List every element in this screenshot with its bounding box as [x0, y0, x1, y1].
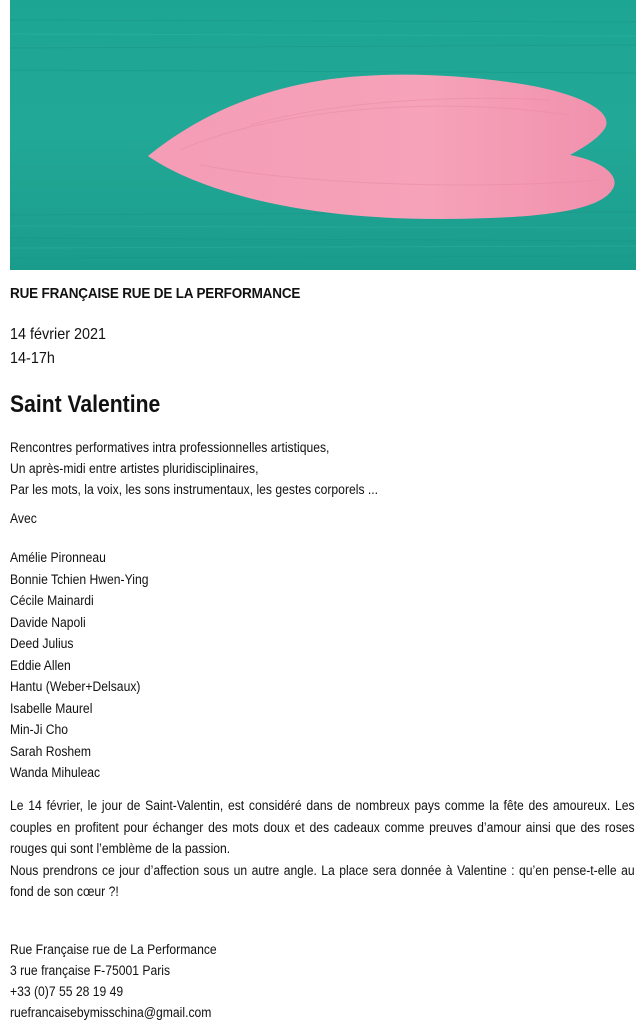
intro-line: Rencontres performatives intra professionnelles artistiques,: [10, 440, 330, 455]
event-time: 14-17h: [10, 350, 55, 367]
artist-name: Cécile Mainardi: [10, 593, 94, 608]
intro-text: [10, 437, 378, 500]
contact-phone: +33 (0)7 55 28 19 49: [10, 984, 124, 999]
artist-name: Wanda Mihuleac: [10, 765, 101, 780]
contact-name: Rue Française rue de La Performance: [10, 942, 217, 957]
with-label: Avec: [10, 511, 37, 526]
contact-address: 3 rue française F-75001 Paris: [10, 963, 171, 978]
intro-line: Par les mots, la voix, les sons instrumentaux, les gestes corporels ...: [10, 482, 379, 497]
artist-list: [10, 547, 148, 784]
event-title: Saint Valentine: [10, 391, 161, 418]
artist-name: Deed Julius: [10, 636, 74, 651]
event-date-time: [10, 323, 106, 371]
venue-heading: RUE FRANÇAISE RUE DE LA PERFORMANCE: [10, 285, 301, 302]
artist-name: Davide Napoli: [10, 614, 86, 630]
artist-name: Min-Ji Cho: [10, 722, 69, 737]
artist-name: Sarah Roshem: [10, 743, 92, 759]
artist-name: Eddie Allen: [10, 657, 71, 673]
event-date: 14 février 2021: [10, 326, 107, 343]
event-page: [10, 0, 636, 1020]
hero-image: [10, 0, 636, 270]
artist-name: Bonnie Tchien Hwen-Ying: [10, 571, 149, 587]
intro-line: Un après-midi entre artistes pluridisciplinaires,: [10, 461, 259, 476]
description-paragraph: Le 14 février, le jour de Saint-Valentin, est considéré dans de nombreux pays comme la fête des amoureux. Les couples en profitent pour échanger des mots doux et des cadeaux comme preuves d’amour ainsi que des roses rouges qui sont l’emblème de la passion.: [10, 798, 635, 856]
pink-heart-painting: [10, 0, 636, 270]
artist-name: Hantu (Weber+Delsaux): [10, 679, 141, 694]
contact-email[interactable]: ruefrancaisebymisschina@gmail.com: [10, 1005, 212, 1020]
contact-block: [10, 939, 217, 1023]
artist-name: Amélie Pironneau: [10, 550, 106, 565]
artist-name: Isabelle Maurel: [10, 700, 93, 716]
event-description: [10, 795, 635, 903]
description-paragraph: Nous prendrons ce jour d’affection sous un autre angle. La place sera donnée à Valentine : qu’en pense-t-elle au fond de son cœur ?!: [10, 862, 635, 899]
